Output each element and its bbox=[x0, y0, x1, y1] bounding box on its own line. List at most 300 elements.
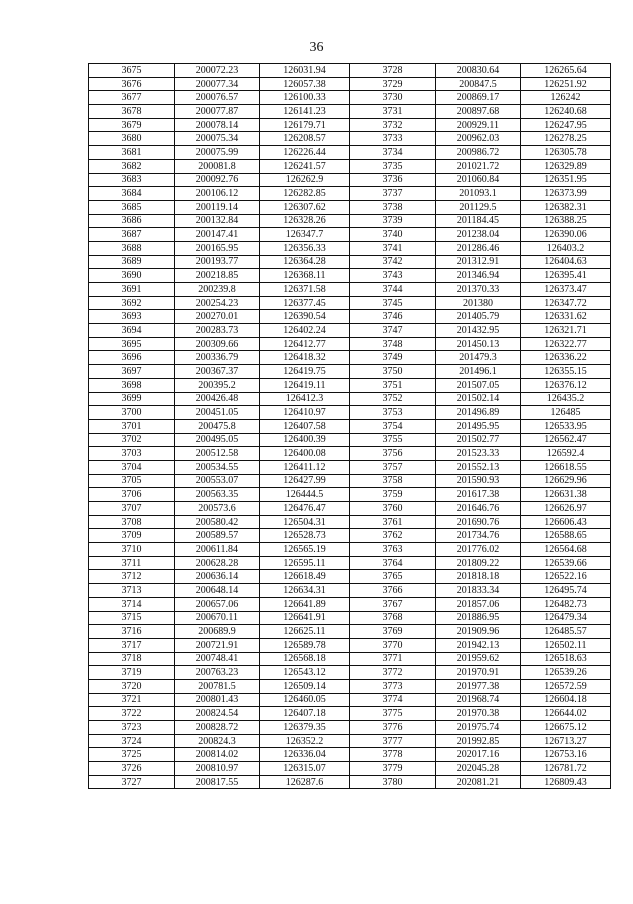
y-coordinate-cell: 126460.05 bbox=[260, 693, 350, 707]
y-coordinate-cell: 126282.85 bbox=[260, 187, 350, 201]
point-number-cell: 3751 bbox=[350, 378, 436, 392]
point-number-cell: 3720 bbox=[89, 679, 175, 693]
y-coordinate-cell: 126390.54 bbox=[260, 310, 350, 324]
x-coordinate-cell: 200132.84 bbox=[175, 214, 260, 228]
x-coordinate-cell: 200801.43 bbox=[175, 693, 260, 707]
point-number-cell: 3708 bbox=[89, 515, 175, 529]
point-number-cell: 3734 bbox=[350, 146, 436, 160]
y-coordinate-cell: 126625.11 bbox=[260, 625, 350, 639]
point-number-cell: 3768 bbox=[350, 611, 436, 625]
point-number-cell: 3769 bbox=[350, 625, 436, 639]
y-coordinate-cell: 126247.95 bbox=[521, 118, 611, 132]
table-row bbox=[89, 570, 611, 584]
x-coordinate-cell: 201507.05 bbox=[436, 378, 521, 392]
y-coordinate-cell: 126753.16 bbox=[521, 748, 611, 762]
x-coordinate-cell: 201959.62 bbox=[436, 652, 521, 666]
point-number-cell: 3723 bbox=[89, 721, 175, 735]
point-number-cell: 3725 bbox=[89, 748, 175, 762]
x-coordinate-cell: 201450.13 bbox=[436, 337, 521, 351]
table-row bbox=[89, 488, 611, 502]
point-number-cell: 3760 bbox=[350, 502, 436, 516]
point-number-cell: 3675 bbox=[89, 64, 175, 78]
x-coordinate-cell: 200367.37 bbox=[175, 365, 260, 379]
table-row bbox=[89, 77, 611, 91]
point-number-cell: 3749 bbox=[350, 351, 436, 365]
x-coordinate-cell: 201992.85 bbox=[436, 734, 521, 748]
x-coordinate-cell: 200847.5 bbox=[436, 77, 521, 91]
y-coordinate-cell: 126351.95 bbox=[521, 173, 611, 187]
point-number-cell: 3764 bbox=[350, 556, 436, 570]
point-number-cell: 3703 bbox=[89, 447, 175, 461]
point-number-cell: 3695 bbox=[89, 337, 175, 351]
point-number-cell: 3694 bbox=[89, 324, 175, 338]
table-row bbox=[89, 447, 611, 461]
y-coordinate-cell: 126347.7 bbox=[260, 228, 350, 242]
y-coordinate-cell: 126588.65 bbox=[521, 529, 611, 543]
y-coordinate-cell: 126404.63 bbox=[521, 255, 611, 269]
point-number-cell: 3712 bbox=[89, 570, 175, 584]
x-coordinate-cell: 200814.02 bbox=[175, 748, 260, 762]
x-coordinate-cell: 200395.2 bbox=[175, 378, 260, 392]
x-coordinate-cell: 200830.64 bbox=[436, 64, 521, 78]
y-coordinate-cell: 126307.62 bbox=[260, 200, 350, 214]
x-coordinate-cell: 201184.45 bbox=[436, 214, 521, 228]
y-coordinate-cell: 126592.4 bbox=[521, 447, 611, 461]
y-coordinate-cell: 126713.27 bbox=[521, 734, 611, 748]
point-number-cell: 3719 bbox=[89, 666, 175, 680]
x-coordinate-cell: 201093.1 bbox=[436, 187, 521, 201]
x-coordinate-cell: 201370.33 bbox=[436, 283, 521, 297]
y-coordinate-cell: 126485 bbox=[521, 406, 611, 420]
y-coordinate-cell: 126371.58 bbox=[260, 283, 350, 297]
point-number-cell: 3754 bbox=[350, 419, 436, 433]
point-number-cell: 3766 bbox=[350, 584, 436, 598]
x-coordinate-cell: 201286.46 bbox=[436, 241, 521, 255]
y-coordinate-cell: 126356.33 bbox=[260, 241, 350, 255]
point-number-cell: 3676 bbox=[89, 77, 175, 91]
x-coordinate-cell: 201312.91 bbox=[436, 255, 521, 269]
table-row bbox=[89, 721, 611, 735]
point-number-cell: 3756 bbox=[350, 447, 436, 461]
point-number-cell: 3678 bbox=[89, 105, 175, 119]
point-number-cell: 3710 bbox=[89, 543, 175, 557]
x-coordinate-cell: 200076.57 bbox=[175, 91, 260, 105]
x-coordinate-cell: 200648.14 bbox=[175, 584, 260, 598]
page-number: 36 bbox=[309, 40, 324, 55]
y-coordinate-cell: 126400.39 bbox=[260, 433, 350, 447]
y-coordinate-cell: 126565.19 bbox=[260, 543, 350, 557]
point-number-cell: 3721 bbox=[89, 693, 175, 707]
table-row bbox=[89, 378, 611, 392]
x-coordinate-cell: 200075.34 bbox=[175, 132, 260, 146]
x-coordinate-cell: 201646.76 bbox=[436, 502, 521, 516]
x-coordinate-cell: 200426.48 bbox=[175, 392, 260, 406]
y-coordinate-cell: 126502.11 bbox=[521, 638, 611, 652]
point-number-cell: 3704 bbox=[89, 460, 175, 474]
x-coordinate-cell: 200657.06 bbox=[175, 597, 260, 611]
point-number-cell: 3753 bbox=[350, 406, 436, 420]
table-row bbox=[89, 707, 611, 721]
y-coordinate-cell: 126495.74 bbox=[521, 584, 611, 598]
point-number-cell: 3745 bbox=[350, 296, 436, 310]
y-coordinate-cell: 126641.89 bbox=[260, 597, 350, 611]
x-coordinate-cell: 200929.11 bbox=[436, 118, 521, 132]
x-coordinate-cell: 200495.05 bbox=[175, 433, 260, 447]
x-coordinate-cell: 200817.55 bbox=[175, 775, 260, 789]
x-coordinate-cell: 201552.13 bbox=[436, 460, 521, 474]
point-number-cell: 3698 bbox=[89, 378, 175, 392]
point-number-cell: 3750 bbox=[350, 365, 436, 379]
x-coordinate-cell: 200986.72 bbox=[436, 146, 521, 160]
table-row bbox=[89, 105, 611, 119]
point-number-cell: 3707 bbox=[89, 502, 175, 516]
x-coordinate-cell: 201809.22 bbox=[436, 556, 521, 570]
x-coordinate-cell: 200611.84 bbox=[175, 543, 260, 557]
table-row bbox=[89, 502, 611, 516]
x-coordinate-cell: 201432.95 bbox=[436, 324, 521, 338]
y-coordinate-cell: 126382.31 bbox=[521, 200, 611, 214]
y-coordinate-cell: 126057.38 bbox=[260, 77, 350, 91]
point-number-cell: 3688 bbox=[89, 241, 175, 255]
y-coordinate-cell: 126031.94 bbox=[260, 64, 350, 78]
y-coordinate-cell: 126518.63 bbox=[521, 652, 611, 666]
x-coordinate-cell: 201496.1 bbox=[436, 365, 521, 379]
y-coordinate-cell: 126287.6 bbox=[260, 775, 350, 789]
y-coordinate-cell: 126208.57 bbox=[260, 132, 350, 146]
y-coordinate-cell: 126336.04 bbox=[260, 748, 350, 762]
y-coordinate-cell: 126509.14 bbox=[260, 679, 350, 693]
table-row bbox=[89, 255, 611, 269]
y-coordinate-cell: 126539.26 bbox=[521, 666, 611, 680]
point-number-cell: 3690 bbox=[89, 269, 175, 283]
x-coordinate-cell: 200077.34 bbox=[175, 77, 260, 91]
point-number-cell: 3717 bbox=[89, 638, 175, 652]
point-number-cell: 3705 bbox=[89, 474, 175, 488]
x-coordinate-cell: 201502.14 bbox=[436, 392, 521, 406]
point-number-cell: 3747 bbox=[350, 324, 436, 338]
point-number-cell: 3727 bbox=[89, 775, 175, 789]
point-number-cell: 3775 bbox=[350, 707, 436, 721]
y-coordinate-cell: 126373.47 bbox=[521, 283, 611, 297]
x-coordinate-cell: 202045.28 bbox=[436, 762, 521, 776]
x-coordinate-cell: 200451.05 bbox=[175, 406, 260, 420]
x-coordinate-cell: 201690.76 bbox=[436, 515, 521, 529]
coordinates-table-body bbox=[89, 64, 611, 789]
y-coordinate-cell: 126606.43 bbox=[521, 515, 611, 529]
point-number-cell: 3682 bbox=[89, 159, 175, 173]
point-number-cell: 3686 bbox=[89, 214, 175, 228]
table-row bbox=[89, 584, 611, 598]
x-coordinate-cell: 200072.23 bbox=[175, 64, 260, 78]
x-coordinate-cell: 200106.12 bbox=[175, 187, 260, 201]
x-coordinate-cell: 200081.8 bbox=[175, 159, 260, 173]
table-row bbox=[89, 652, 611, 666]
table-row bbox=[89, 748, 611, 762]
point-number-cell: 3699 bbox=[89, 392, 175, 406]
point-number-cell: 3730 bbox=[350, 91, 436, 105]
table-row bbox=[89, 132, 611, 146]
x-coordinate-cell: 200689.9 bbox=[175, 625, 260, 639]
x-coordinate-cell: 200763.23 bbox=[175, 666, 260, 680]
x-coordinate-cell: 200628.28 bbox=[175, 556, 260, 570]
table-row bbox=[89, 187, 611, 201]
x-coordinate-cell: 200721.91 bbox=[175, 638, 260, 652]
table-row bbox=[89, 324, 611, 338]
table-row bbox=[89, 693, 611, 707]
x-coordinate-cell: 201886.95 bbox=[436, 611, 521, 625]
y-coordinate-cell: 126226.44 bbox=[260, 146, 350, 160]
x-coordinate-cell: 200580.42 bbox=[175, 515, 260, 529]
x-coordinate-cell: 201977.38 bbox=[436, 679, 521, 693]
x-coordinate-cell: 201523.33 bbox=[436, 447, 521, 461]
point-number-cell: 3696 bbox=[89, 351, 175, 365]
point-number-cell: 3713 bbox=[89, 584, 175, 598]
y-coordinate-cell: 126522.16 bbox=[521, 570, 611, 584]
point-number-cell: 3714 bbox=[89, 597, 175, 611]
point-number-cell: 3772 bbox=[350, 666, 436, 680]
x-coordinate-cell: 200119.14 bbox=[175, 200, 260, 214]
x-coordinate-cell: 200283.73 bbox=[175, 324, 260, 338]
y-coordinate-cell: 126141.23 bbox=[260, 105, 350, 119]
point-number-cell: 3743 bbox=[350, 269, 436, 283]
y-coordinate-cell: 126543.12 bbox=[260, 666, 350, 680]
point-number-cell: 3706 bbox=[89, 488, 175, 502]
table-row bbox=[89, 241, 611, 255]
x-coordinate-cell: 201496.89 bbox=[436, 406, 521, 420]
table-row bbox=[89, 159, 611, 173]
point-number-cell: 3778 bbox=[350, 748, 436, 762]
x-coordinate-cell: 200869.17 bbox=[436, 91, 521, 105]
point-number-cell: 3776 bbox=[350, 721, 436, 735]
point-number-cell: 3726 bbox=[89, 762, 175, 776]
y-coordinate-cell: 126336.22 bbox=[521, 351, 611, 365]
table-row bbox=[89, 775, 611, 789]
y-coordinate-cell: 126352.2 bbox=[260, 734, 350, 748]
table-row bbox=[89, 118, 611, 132]
y-coordinate-cell: 126315.07 bbox=[260, 762, 350, 776]
point-number-cell: 3740 bbox=[350, 228, 436, 242]
point-number-cell: 3757 bbox=[350, 460, 436, 474]
table-row bbox=[89, 200, 611, 214]
point-number-cell: 3716 bbox=[89, 625, 175, 639]
x-coordinate-cell: 201970.91 bbox=[436, 666, 521, 680]
y-coordinate-cell: 126412.3 bbox=[260, 392, 350, 406]
y-coordinate-cell: 126572.59 bbox=[521, 679, 611, 693]
x-coordinate-cell: 200309.66 bbox=[175, 337, 260, 351]
point-number-cell: 3770 bbox=[350, 638, 436, 652]
y-coordinate-cell: 126364.28 bbox=[260, 255, 350, 269]
y-coordinate-cell: 126435.2 bbox=[521, 392, 611, 406]
point-number-cell: 3742 bbox=[350, 255, 436, 269]
y-coordinate-cell: 126412.77 bbox=[260, 337, 350, 351]
y-coordinate-cell: 126368.11 bbox=[260, 269, 350, 283]
table-row bbox=[89, 365, 611, 379]
y-coordinate-cell: 126407.58 bbox=[260, 419, 350, 433]
y-coordinate-cell: 126476.47 bbox=[260, 502, 350, 516]
table-row bbox=[89, 392, 611, 406]
point-number-cell: 3684 bbox=[89, 187, 175, 201]
table-row bbox=[89, 228, 611, 242]
x-coordinate-cell: 200534.55 bbox=[175, 460, 260, 474]
point-number-cell: 3715 bbox=[89, 611, 175, 625]
y-coordinate-cell: 126373.99 bbox=[521, 187, 611, 201]
y-coordinate-cell: 126419.75 bbox=[260, 365, 350, 379]
y-coordinate-cell: 126100.33 bbox=[260, 91, 350, 105]
y-coordinate-cell: 126278.25 bbox=[521, 132, 611, 146]
point-number-cell: 3763 bbox=[350, 543, 436, 557]
y-coordinate-cell: 126377.45 bbox=[260, 296, 350, 310]
point-number-cell: 3709 bbox=[89, 529, 175, 543]
x-coordinate-cell: 201502.77 bbox=[436, 433, 521, 447]
y-coordinate-cell: 126482.73 bbox=[521, 597, 611, 611]
y-coordinate-cell: 126644.02 bbox=[521, 707, 611, 721]
table-row bbox=[89, 433, 611, 447]
y-coordinate-cell: 126604.18 bbox=[521, 693, 611, 707]
y-coordinate-cell: 126562.47 bbox=[521, 433, 611, 447]
x-coordinate-cell: 200512.58 bbox=[175, 447, 260, 461]
y-coordinate-cell: 126328.26 bbox=[260, 214, 350, 228]
table-row bbox=[89, 146, 611, 160]
point-number-cell: 3737 bbox=[350, 187, 436, 201]
point-number-cell: 3779 bbox=[350, 762, 436, 776]
point-number-cell: 3758 bbox=[350, 474, 436, 488]
x-coordinate-cell: 201909.96 bbox=[436, 625, 521, 639]
x-coordinate-cell: 201346.94 bbox=[436, 269, 521, 283]
x-coordinate-cell: 200781.5 bbox=[175, 679, 260, 693]
point-number-cell: 3697 bbox=[89, 365, 175, 379]
x-coordinate-cell: 200824.54 bbox=[175, 707, 260, 721]
x-coordinate-cell: 201942.13 bbox=[436, 638, 521, 652]
point-number-cell: 3722 bbox=[89, 707, 175, 721]
x-coordinate-cell: 200897.68 bbox=[436, 105, 521, 119]
y-coordinate-cell: 126388.25 bbox=[521, 214, 611, 228]
x-coordinate-cell: 201833.34 bbox=[436, 584, 521, 598]
y-coordinate-cell: 126321.71 bbox=[521, 324, 611, 338]
y-coordinate-cell: 126675.12 bbox=[521, 721, 611, 735]
table-row bbox=[89, 597, 611, 611]
point-number-cell: 3771 bbox=[350, 652, 436, 666]
x-coordinate-cell: 202081.21 bbox=[436, 775, 521, 789]
table-row bbox=[89, 474, 611, 488]
table-row bbox=[89, 406, 611, 420]
y-coordinate-cell: 126265.64 bbox=[521, 64, 611, 78]
x-coordinate-cell: 200475.8 bbox=[175, 419, 260, 433]
table-row bbox=[89, 679, 611, 693]
table-row bbox=[89, 337, 611, 351]
y-coordinate-cell: 126262.9 bbox=[260, 173, 350, 187]
y-coordinate-cell: 126539.66 bbox=[521, 556, 611, 570]
table-row bbox=[89, 529, 611, 543]
x-coordinate-cell: 201479.3 bbox=[436, 351, 521, 365]
y-coordinate-cell: 126781.72 bbox=[521, 762, 611, 776]
y-coordinate-cell: 126809.43 bbox=[521, 775, 611, 789]
point-number-cell: 3762 bbox=[350, 529, 436, 543]
table-row bbox=[89, 460, 611, 474]
y-coordinate-cell: 126322.77 bbox=[521, 337, 611, 351]
y-coordinate-cell: 126355.15 bbox=[521, 365, 611, 379]
y-coordinate-cell: 126618.55 bbox=[521, 460, 611, 474]
y-coordinate-cell: 126379.35 bbox=[260, 721, 350, 735]
y-coordinate-cell: 126400.08 bbox=[260, 447, 350, 461]
x-coordinate-cell: 201734.76 bbox=[436, 529, 521, 543]
x-coordinate-cell: 200563.35 bbox=[175, 488, 260, 502]
point-number-cell: 3683 bbox=[89, 173, 175, 187]
x-coordinate-cell: 201590.93 bbox=[436, 474, 521, 488]
x-coordinate-cell: 201021.72 bbox=[436, 159, 521, 173]
point-number-cell: 3741 bbox=[350, 241, 436, 255]
x-coordinate-cell: 200254.23 bbox=[175, 296, 260, 310]
x-coordinate-cell: 200553.07 bbox=[175, 474, 260, 488]
point-number-cell: 3761 bbox=[350, 515, 436, 529]
table-row bbox=[89, 611, 611, 625]
table-row bbox=[89, 556, 611, 570]
x-coordinate-cell: 201818.18 bbox=[436, 570, 521, 584]
point-number-cell: 3765 bbox=[350, 570, 436, 584]
y-coordinate-cell: 126403.2 bbox=[521, 241, 611, 255]
y-coordinate-cell: 126479.34 bbox=[521, 611, 611, 625]
coordinates-table bbox=[88, 63, 611, 789]
table-row bbox=[89, 734, 611, 748]
table-row bbox=[89, 296, 611, 310]
x-coordinate-cell: 200828.72 bbox=[175, 721, 260, 735]
x-coordinate-cell: 201776.02 bbox=[436, 543, 521, 557]
point-number-cell: 3748 bbox=[350, 337, 436, 351]
point-number-cell: 3718 bbox=[89, 652, 175, 666]
x-coordinate-cell: 201617.38 bbox=[436, 488, 521, 502]
y-coordinate-cell: 126427.99 bbox=[260, 474, 350, 488]
point-number-cell: 3700 bbox=[89, 406, 175, 420]
table-row bbox=[89, 543, 611, 557]
table-row bbox=[89, 91, 611, 105]
point-number-cell: 3701 bbox=[89, 419, 175, 433]
point-number-cell: 3689 bbox=[89, 255, 175, 269]
point-number-cell: 3777 bbox=[350, 734, 436, 748]
y-coordinate-cell: 126329.89 bbox=[521, 159, 611, 173]
point-number-cell: 3685 bbox=[89, 200, 175, 214]
x-coordinate-cell: 200270.01 bbox=[175, 310, 260, 324]
y-coordinate-cell: 126618.49 bbox=[260, 570, 350, 584]
point-number-cell: 3774 bbox=[350, 693, 436, 707]
x-coordinate-cell: 201495.95 bbox=[436, 419, 521, 433]
y-coordinate-cell: 126251.92 bbox=[521, 77, 611, 91]
table-row bbox=[89, 310, 611, 324]
x-coordinate-cell: 201857.06 bbox=[436, 597, 521, 611]
x-coordinate-cell: 201970.38 bbox=[436, 707, 521, 721]
table-row bbox=[89, 214, 611, 228]
x-coordinate-cell: 201968.74 bbox=[436, 693, 521, 707]
y-coordinate-cell: 126390.06 bbox=[521, 228, 611, 242]
point-number-cell: 3691 bbox=[89, 283, 175, 297]
x-coordinate-cell: 201405.79 bbox=[436, 310, 521, 324]
point-number-cell: 3731 bbox=[350, 105, 436, 119]
x-coordinate-cell: 200092.76 bbox=[175, 173, 260, 187]
y-coordinate-cell: 126395.41 bbox=[521, 269, 611, 283]
x-coordinate-cell: 201380 bbox=[436, 296, 521, 310]
x-coordinate-cell: 200147.41 bbox=[175, 228, 260, 242]
y-coordinate-cell: 126589.78 bbox=[260, 638, 350, 652]
table-row bbox=[89, 638, 611, 652]
table-row bbox=[89, 666, 611, 680]
y-coordinate-cell: 126240.68 bbox=[521, 105, 611, 119]
x-coordinate-cell: 200810.97 bbox=[175, 762, 260, 776]
point-number-cell: 3702 bbox=[89, 433, 175, 447]
point-number-cell: 3736 bbox=[350, 173, 436, 187]
y-coordinate-cell: 126241.57 bbox=[260, 159, 350, 173]
x-coordinate-cell: 200336.79 bbox=[175, 351, 260, 365]
x-coordinate-cell: 201060.84 bbox=[436, 173, 521, 187]
table-row bbox=[89, 625, 611, 639]
point-number-cell: 3752 bbox=[350, 392, 436, 406]
